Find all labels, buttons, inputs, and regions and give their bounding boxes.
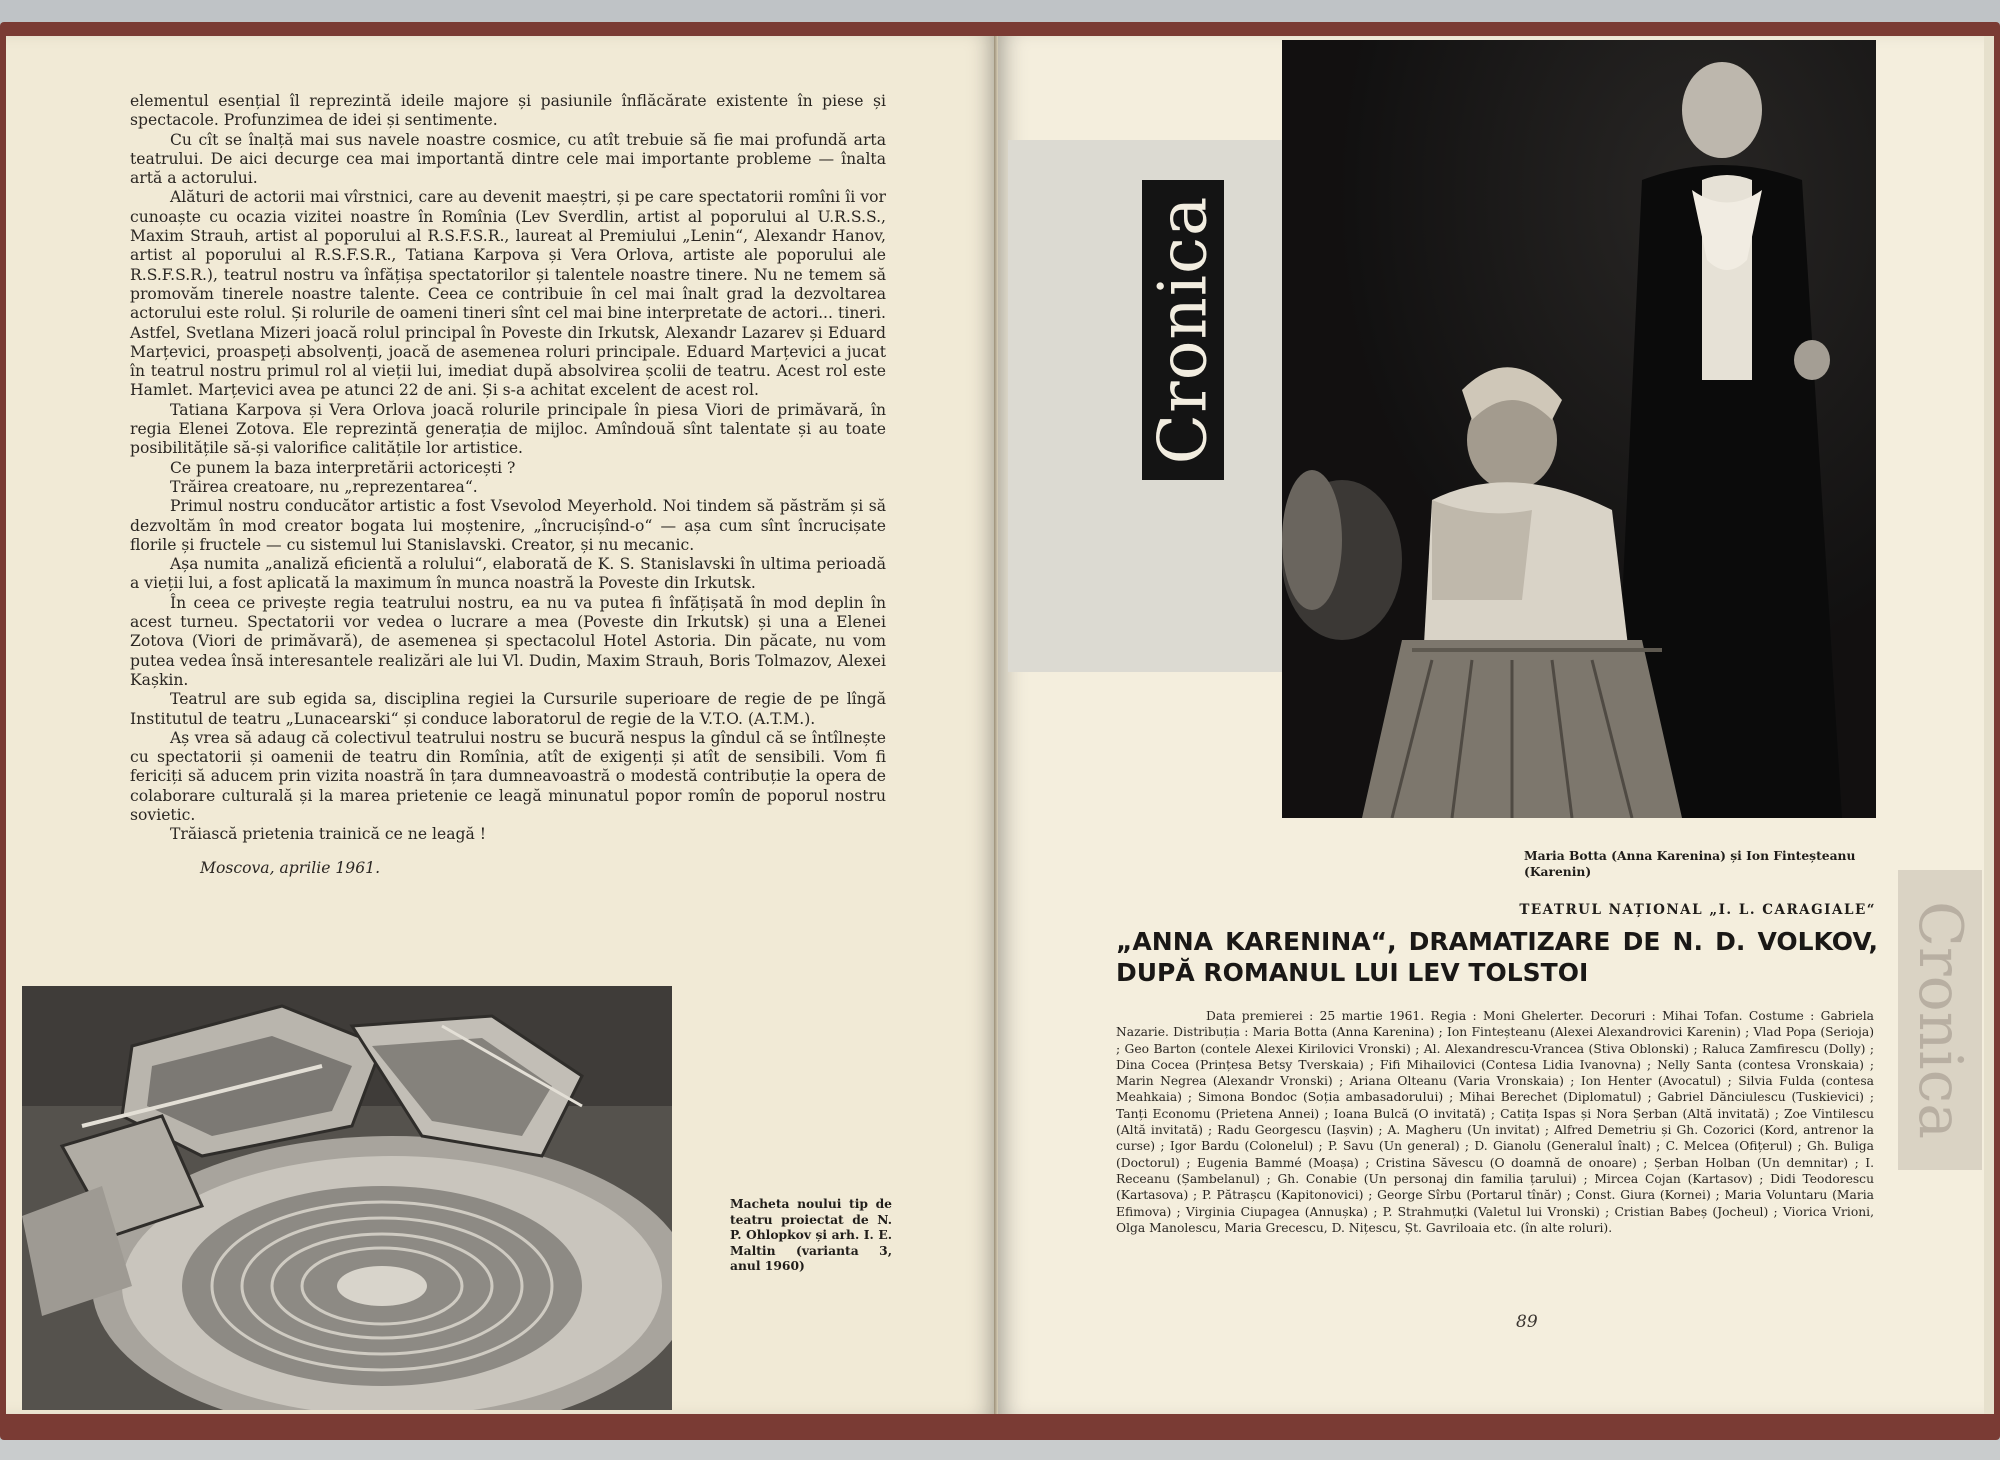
paragraph: Alături de actorii mai vîrstnici, care au devenit maeștri, și pe care spectatorii romîni îi vor cunoaște cu ocazia vizitei noastre în Romînia (Lev Sverdlin, artist al poporului al U.R.S.S., Maxim Strauh, artist al poporului al R.S.F.S.R., laureat al Premiului „Lenin“, Alexandr Hanov, artist al poporului al R.S.F.S.R., Tatiana Karpova și Vera Orlova, artiste ale poporului ale R.S.F.S.R.), teatrul nostru va înfățișa spectatorilor și talentele noastre tinere. Nu ne temem să promovăm tinerele noastre talente. Ceea ce contribuie în cel mai înalt grad la dezvoltarea actorului este rolul. Și rolurile de oameni tineri sînt cel mai bine interpretate de actori... tineri. Astfel, Svetlana Mizeri joacă rolul principal în Poveste din Irkutsk, Alexandr Lazarev și Eduard Marțevici, proaspeți absolvenți, joacă de asemenea roluri principale. Eduard Marțevici a jucat în teatrul nostru primul rol al vieții lui, imediat după absolvirea școlii de teatru. Acest rol este Hamlet. Marțevici avea pe atunci 22 de ani. Și s-a achitat excelent de acest rol. [130,188,886,400]
paragraph: Așa numita „analiză eficientă a rolului“, elaborată de K. S. Stanislavski în ultima perioadă a vieții lui, a fost aplicată la maximum în munca noastră la Poveste din Irkutsk. [130,555,886,593]
theatre-model-illustration [22,986,672,1410]
paragraph: Aș vrea să adaug că colectivul teatrului nostru se bucură nespus la gîndul că se întîlnește cu spectatorii și oamenii de teatru din Romînia, atît de exigenți și atît de sensibili. Vom fi fericiți să aducem prin vizita noastră în țara dumneavoastră o modestă contribuție la opera de colaborare culturală și la marea prietenie ce leagă minunatul popor romîn de poporul nostru sovietic. [130,728,886,824]
show-through-label: Cronica [1905,901,1975,1139]
paragraph: Trăirea creatoare, nu „reprezentarea“. [170,477,478,496]
section-tab [1142,180,1224,480]
theatre-model-photo [22,986,672,1410]
paragraph: Trăiască prietenia trainică ce ne leagă ! [170,825,487,844]
paragraph: În ceea ce privește regia teatrului nostru, ea nu va putea fi înfățișată în mod deplin în acest turneu. Spectatorii vor vedea o lucrare a mea (Poveste din Irkutsk) și una a Elenei Zotova (Viori de primăvară), de asemenea și spectacolul Hotel Astoria. Din păcate, nu vom putea vedea însă interesantele realizări ale lui Vl. Dudin, Maxim Strauh, Boris Tolmazov, Alexei Kașkin. [130,593,886,689]
page-edge [1984,36,1994,1414]
paragraph: elementul esențial îl reprezintă ideile majore și pasiunile înflăcărate existente în piese și spectacole. Profunzimea de idei și sentimente. [130,92,886,130]
paragraph: Primul nostru conducător artistic a fost Vsevolod Meyerhold. Noi tindem să păstrăm și să dezvoltăm în mod creator bogata lui moștenire, „încrucișînd-o“ — așa cum sînt încrucișate florile și fructele — cu sistemul lui Stanislavski. Creator, și nu mecanic. [130,497,886,554]
paragraph: Tatiana Karpova și Vera Orlova joacă rolurile principale în piesa Viori de primăvară, în regia Elenei Zotova. Ele reprezintă generația de mijloc. Amîndouă sînt talentate și au toate posibilitățile să-și valorifice calitățile lor artistice. [130,400,886,458]
background-strip [0,1440,2000,1460]
paragraph: Teatrul are sub egida sa, disciplina regiei la Cursurile superioare de regie de pe lîngă Institutul de teatru „Lunacearski“ și conduce laboratorul de regie de la V.T.O. (A.T.M.). [130,690,886,728]
premiere-credits: Data premierei : 25 martie 1961. Regia : Moni Ghelerter. Decoruri : Mihai Tofan. Costume : Gabriela Nazarie. Distribuția : Maria Botta (Anna Karenina) ; Ion Finteșteanu (Alexei Alexandrovici Karenin) ; Vlad Popa (Serioja) ; Geo Barton (contele Alexei Kirilovici Vronski) ; Al. Alexandrescu-Vrancea (Stiva Oblonski) ; Raluca Zamfirescu (Dolly) ; Dina Cocea (Prințesa Betsy Tverskaia) ; Fifi Mihailovici (Contesa Lidia Ivanovna) ; Nelly Santa (contesa Vronskaia) ; Marin Negrea (Alexandr Vronski) ; Ariana Olteanu (Varia Vronskaia) ; Ion Henter (Avocatul) ; Silvia Fulda (contesa Meahkaia) ; Simona Bondoc (Soția ambasadorului) ; Mihai Berechet (Diplomatul) ; Gabriel Dănciulescu (Tuskievici) ; Tanți Economu (Prietena Annei) ; Ioana Bulcă (O invitată) ; Catița Ispas și Nora Șerban (Altă invitată) ; Zoe Vintilescu (Altă invitată) ; Radu Georgescu (Iașvin) ; A. Magheru (Un invitat) ; Alfred Demetriu și Gh. Cozorici (Kord, antrenor la curse) ; Igor Bardu (Colonelul) ; P. Savu (Un general) ; D. Gianolu (Generalul înalt) ; C. Melcea (Ofițerul) ; Gh. Buliga (Doctorul) ; Eugenia Bammé (Moașa) ; Cristina Săvescu (O doamnă de onoare) ; Șerban Holban (Un demnitar) ; I. Receanu (Șambelanul) ; Gh. Conabie (Un personaj din familia țarului) ; Mircea Cojan (Kartasov) ; Didi Teodorescu (Kartasova) ; P. Pătrașcu (Kapitonovici) ; George Sîrbu (Portarul tînăr) ; Const. Giura (Kornei) ; Maria Voluntaru (Maria Efimova) ; Virginia Ciupagea (Annușka) ; P. Strahmuțki (Valetul lui Vronski) ; Cristian Babeș (Jocheul) ; Viorica Vrioni, Olga Manolescu, Maria Grecescu, D. Nițescu, Șt. Gavriloaia etc. (în alte roluri). [1116,1009,1874,1235]
page-number: 89 [1516,1312,1538,1332]
paragraph: Ce punem la baza interpretării actoricești ? [170,458,516,477]
model-photo-caption: Macheta noului tip de teatru proiectat de N. P. Ohlopkov și arh. I. E. Maltin (varianta 3, anul 1960) [730,1196,892,1273]
stage-photo [1282,40,1876,818]
show-through-tab [1898,870,1982,1170]
article-headline: „ANNA KARENINA“, DRAMATIZARE DE N. D. VOLKOV, DUPĂ ROMANUL LUI LEV TOLSTOI [1116,927,1878,987]
section-tab-label: Cronica [1144,195,1222,465]
stage-scene-illustration [1282,40,1876,818]
article-text [130,92,886,878]
theatre-name: TEATRUL NAȚIONAL „I. L. CARAGIALE“ [1519,902,1876,918]
signature: Moscova, aprilie 1961. [200,858,381,877]
stage-photo-caption: Maria Botta (Anna Karenina) și Ion Finteșteanu (Karenin) [1524,848,1856,879]
paragraph: Cu cît se înalță mai sus navele noastre cosmice, cu atît trebuie să fie mai profundă arta teatrului. De aici decurge cea mai importantă dintre cele mai importante probleme — înalta artă a actorului. [130,130,886,188]
